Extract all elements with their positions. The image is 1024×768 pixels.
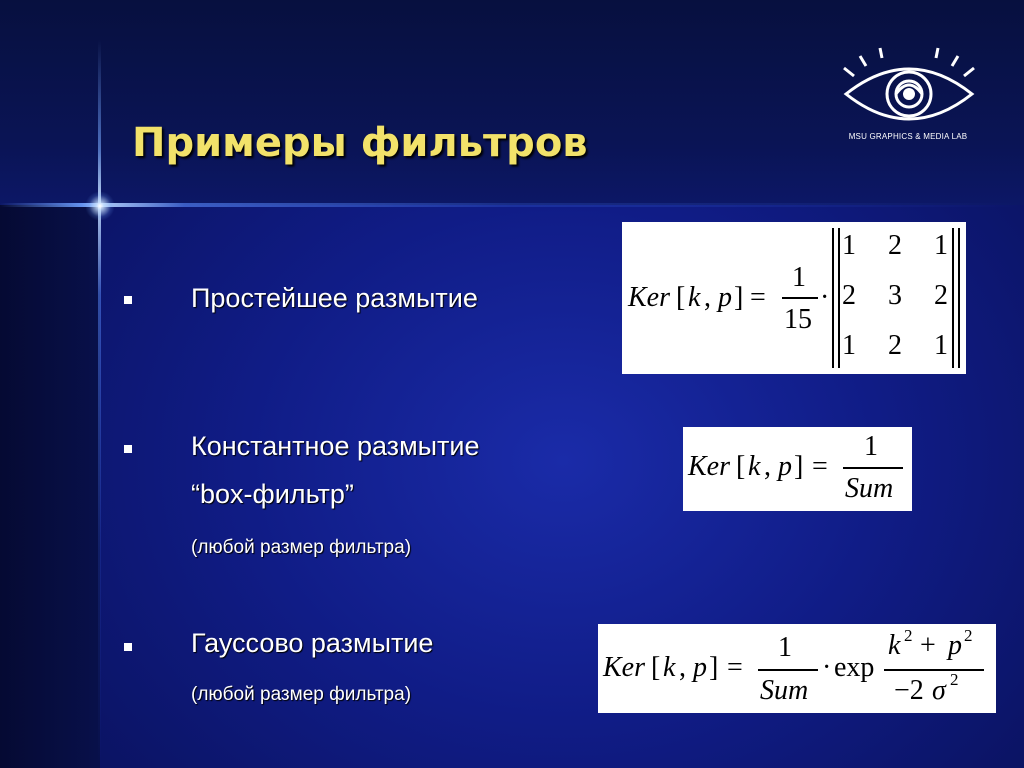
formula-lhs-name: Ker (628, 282, 670, 313)
left-band (0, 205, 100, 768)
item-simple-blur-label: Простейшее размытие (191, 283, 478, 313)
bullet-marker (124, 445, 132, 453)
formula-comma: , (764, 451, 771, 482)
matrix-cell: 3 (888, 280, 902, 311)
formula-p: p (693, 652, 707, 683)
formula-numerator: 1 (864, 431, 878, 462)
matrix-norm-bar (952, 228, 954, 368)
exp-numerator-k: k (888, 630, 901, 661)
formula-dot: · (820, 282, 830, 313)
formula-k: k (748, 451, 761, 482)
exp-denominator-sq: 2 (950, 670, 959, 689)
vertical-light-line (98, 40, 101, 768)
formula-comma: , (704, 282, 711, 313)
bullet-marker (124, 643, 132, 651)
formula-simple-blur (622, 222, 966, 374)
item-box-blur-note: (любой размер фильтра) (191, 537, 412, 558)
item-gauss-blur-label: Гауссово размытие (191, 628, 434, 658)
formula-lhs-open: [ (651, 652, 661, 683)
formula-lhs-close: ] (709, 652, 719, 683)
fraction-line (884, 669, 984, 671)
exp-numerator-plus: + (920, 630, 936, 661)
item-box-blur-label: Константное размытие (191, 431, 480, 461)
exp-denominator-sigma: σ (932, 675, 946, 706)
matrix-cell: 1 (934, 330, 948, 361)
formula-lhs-name: Ker (688, 451, 730, 482)
exp-numerator-sq: 2 (964, 626, 973, 645)
formula-numerator: 1 (778, 632, 792, 663)
matrix-cell: 2 (934, 280, 948, 311)
item-box-blur-sublabel: “box-фильтр” (191, 479, 354, 509)
fraction-line (843, 467, 903, 469)
formula-equals: = (750, 282, 766, 313)
formula-k: k (663, 652, 676, 683)
formula-lhs-name: Ker (603, 652, 645, 683)
matrix-norm-bar (838, 228, 840, 368)
formula-k: k (688, 282, 701, 313)
formula-equals: = (812, 451, 828, 482)
matrix-cell: 2 (842, 280, 856, 311)
horizontal-light-line (0, 203, 1024, 207)
formula-gaussian (598, 624, 996, 713)
formula-equals: = (727, 652, 743, 683)
fraction-line (758, 669, 818, 671)
formula-lhs-close: ] (794, 451, 804, 482)
formula-box-filter (683, 427, 912, 511)
sparkle-decoration (86, 192, 114, 220)
exp-numerator-p: p (948, 630, 962, 661)
matrix-cell: 1 (842, 230, 856, 261)
formula-denominator: Sum (760, 675, 809, 706)
matrix-cell: 1 (934, 230, 948, 261)
formula-lhs-close: ] (734, 282, 744, 313)
matrix-norm-bar (958, 228, 960, 368)
fraction-line (782, 297, 818, 299)
item-gauss-blur-note: (любой размер фильтра) (191, 684, 412, 705)
formula-lhs-open: [ (736, 451, 746, 482)
exp-numerator-sq: 2 (904, 626, 913, 645)
formula-denominator: Sum (845, 473, 894, 504)
matrix-cell: 1 (842, 330, 856, 361)
matrix-norm-bar (832, 228, 834, 368)
logo-caption: MSU GRAPHICS & MEDIA LAB (848, 132, 968, 141)
formula-p: p (718, 282, 732, 313)
slide-title: Примеры фильтров (132, 120, 588, 166)
formula-comma: , (679, 652, 686, 683)
formula-numerator: 1 (792, 262, 806, 293)
matrix-cell: 2 (888, 230, 902, 261)
formula-exp: exp (834, 652, 875, 683)
exp-denominator-minus2: −2 (894, 675, 924, 706)
formula-p: p (778, 451, 792, 482)
formula-lhs-open: [ (676, 282, 686, 313)
formula-dot: · (822, 652, 832, 683)
matrix-cell: 2 (888, 330, 902, 361)
bullet-marker (124, 296, 132, 304)
formula-denominator: 15 (784, 304, 812, 335)
